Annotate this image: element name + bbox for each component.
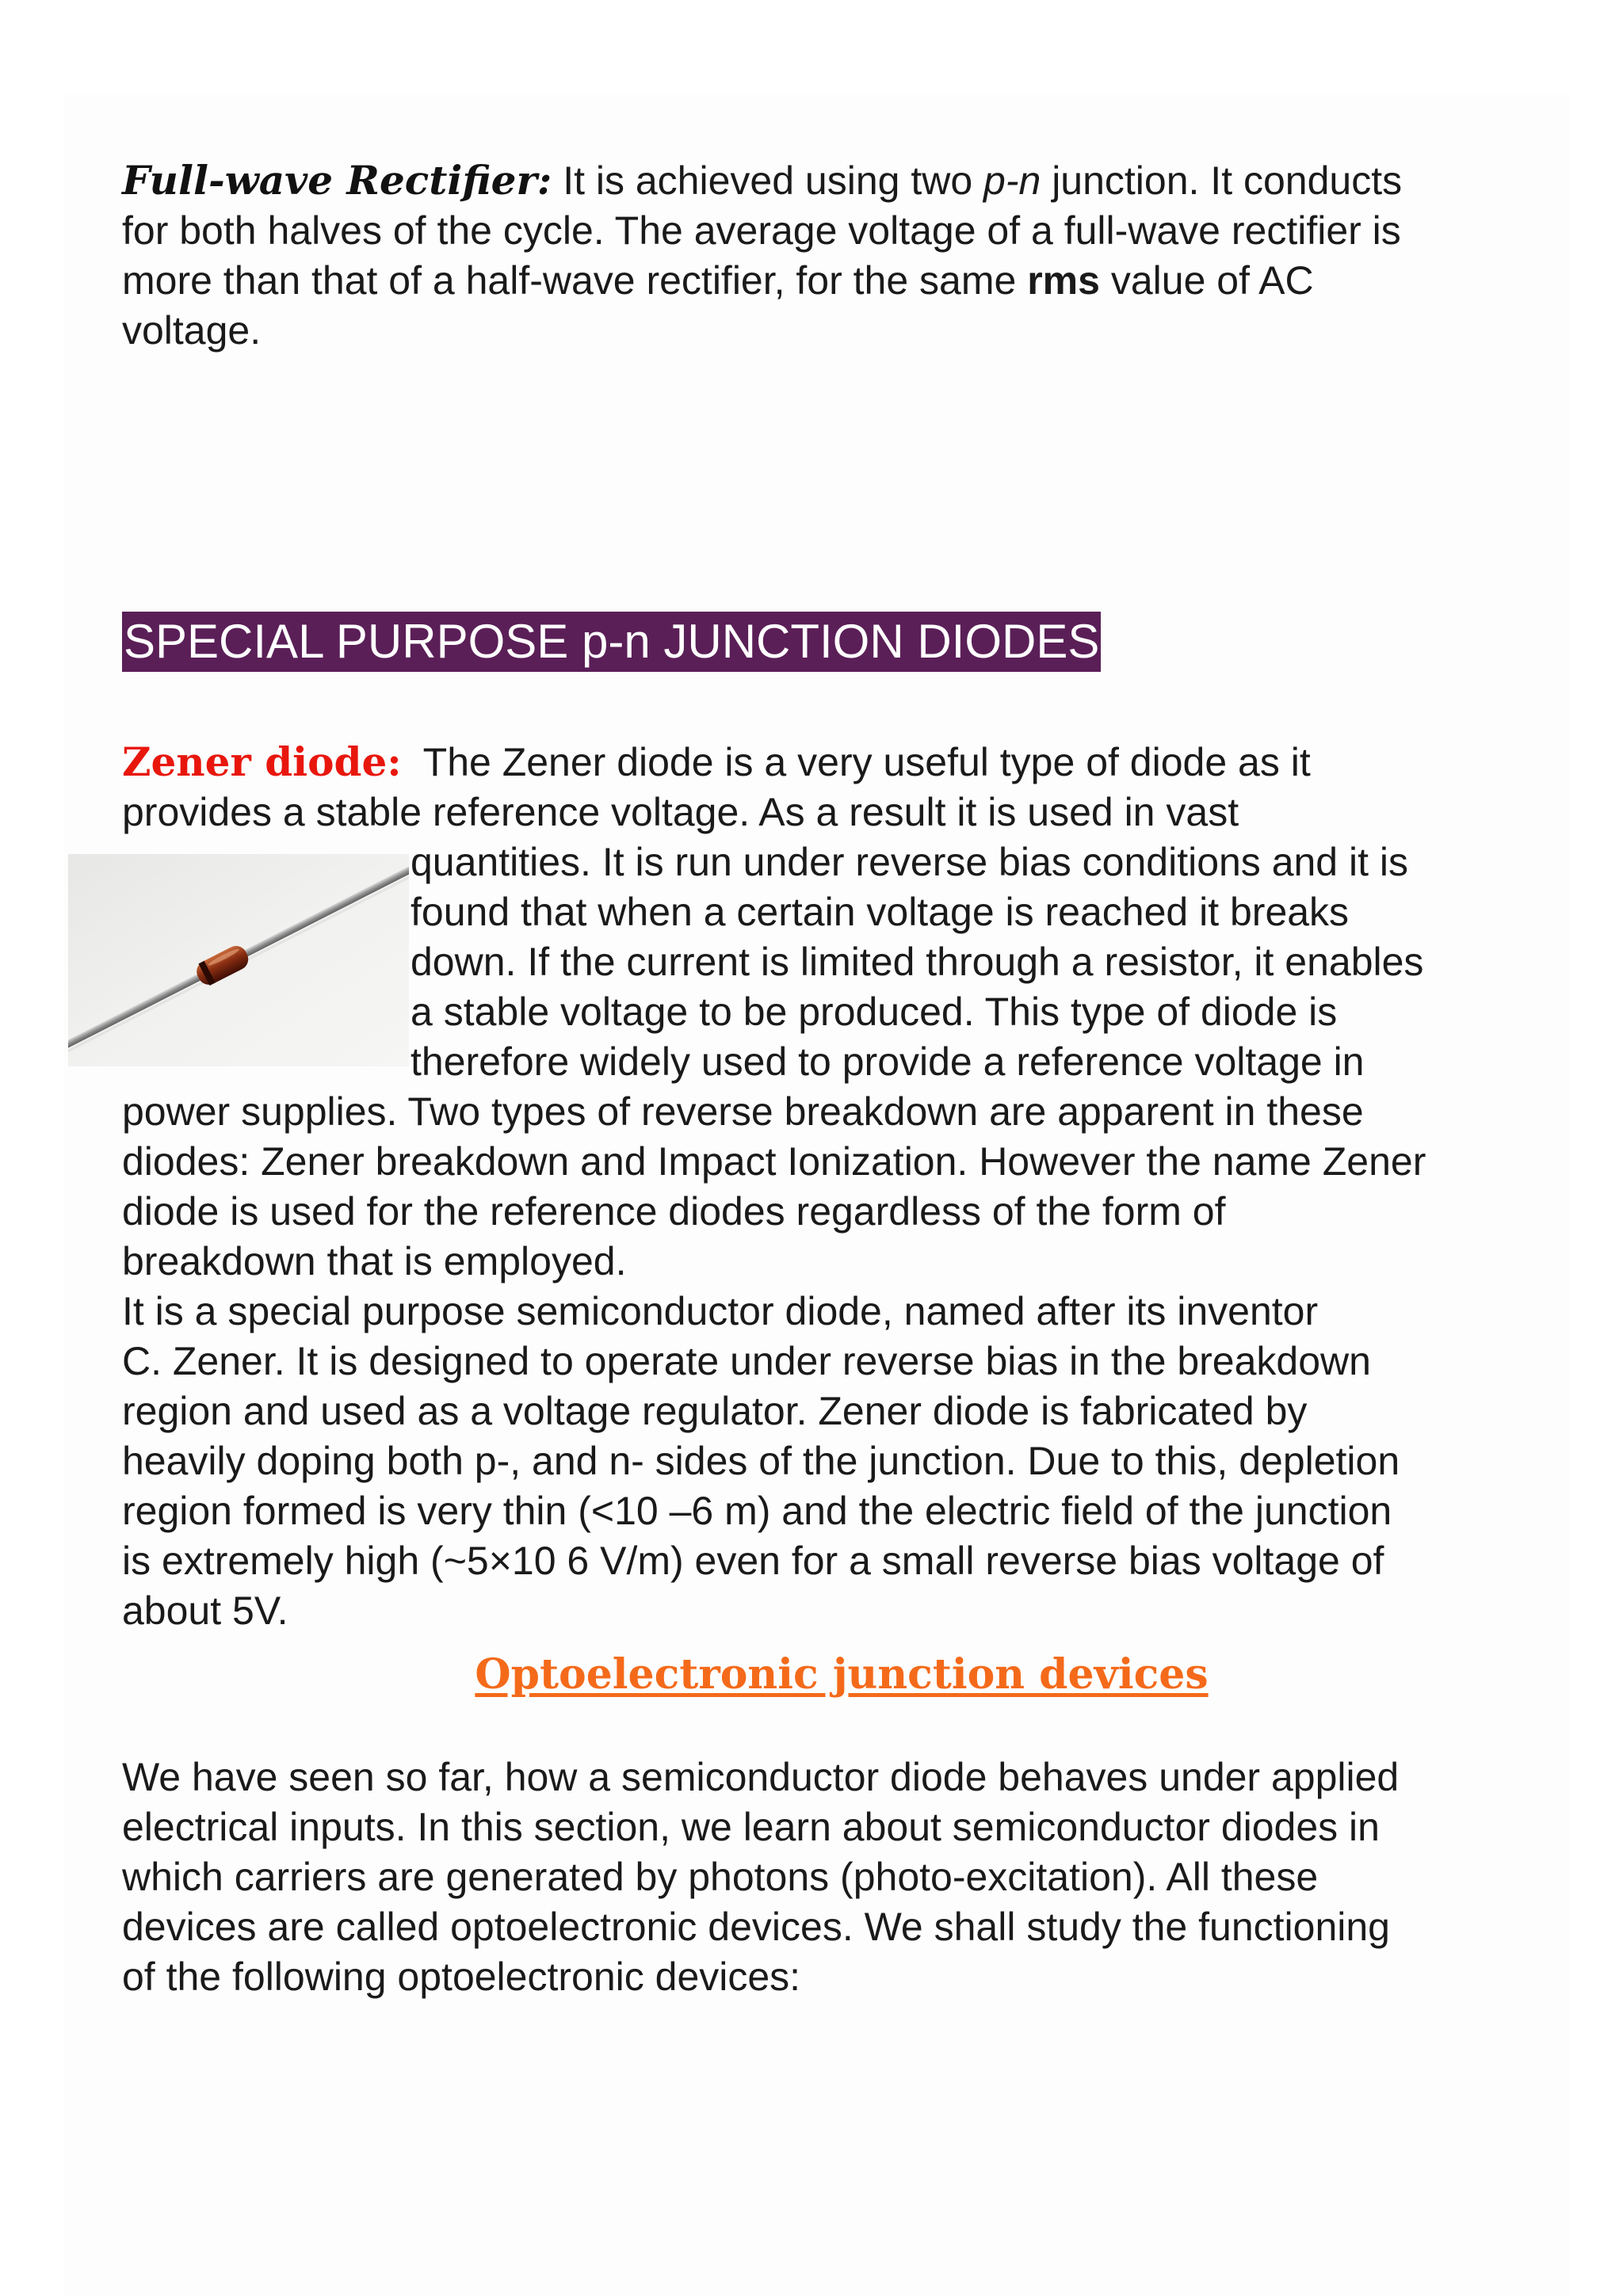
fullwave-text: more than that of a half-wave rectifier, for the same [122,258,1028,303]
zener-line-10: diode is used for the reference diodes regardless of the form of [122,1189,1226,1234]
zener-line-1 [122,737,1564,788]
zener-line-16: region formed is very thin (<10 –6 m) and the electric field of the junction [122,1489,1392,1533]
zener-line-17: is extremely high (~5×10 6 V/m) even for a small reverse bias voltage of [122,1539,1384,1583]
opto-line-3: which carriers are generated by photons (photo-excitation). All these [122,1855,1319,1899]
zener-line-14: region and used as a voltage regulator. Zener diode is fabricated by [122,1389,1308,1433]
rms-bold: rms [1027,258,1100,303]
pn-italic: p-n [983,158,1041,203]
zener-line-5: down. If the current is limited through a resistor, it enables [411,940,1424,984]
fullwave-paragraph [122,155,1564,356]
zener-line-9: diodes: Zener breakdown and Impact Ionization. However the name Zener [122,1139,1426,1184]
zener-line-8: power supplies. Two types of reverse breakdown are apparent in these [122,1089,1364,1134]
fullwave-term: Full-wave Rectifier: [122,157,552,204]
zener-line-11: breakdown that is employed. [122,1239,627,1283]
fullwave-line-3 [122,256,1564,306]
zener-line-18: about 5V. [122,1589,288,1633]
fullwave-line-2: for both halves of the cycle. The average voltage of a full-wave rectifier is [122,208,1401,253]
zener-line-12: It is a special purpose semiconductor diode, named after its inventor [122,1289,1319,1333]
zener-line-2: provides a stable reference voltage. As a result it is used in vast [122,790,1239,834]
zener-paragraph [122,737,1564,1636]
zener-term: Zener diode: [122,738,402,785]
special-purpose-heading: SPECIAL PURPOSE p-n JUNCTION DIODES [122,612,1101,672]
zener-line-6: a stable voltage to be produced. This type of diode is [411,990,1338,1034]
opto-line-1: We have seen so far, how a semiconductor diode behaves under applied [122,1755,1400,1799]
opto-line-4: devices are called optoelectronic devices. We shall study the functioning [122,1905,1390,1949]
zener-line-13: C. Zener. It is designed to operate under reverse bias in the breakdown [122,1339,1371,1383]
fullwave-line-1 [122,155,1564,206]
fullwave-text: value of AC [1099,258,1314,303]
fullwave-line-4: voltage. [122,308,262,353]
fullwave-text: junction. It conducts [1041,158,1403,203]
zener-line-15: heavily doping both p-, and n- sides of the junction. Due to this, depletion [122,1439,1400,1483]
opto-paragraph [122,1753,1564,2002]
zener-line-7: therefore widely used to provide a reference voltage in [411,1039,1365,1084]
zener-line-4: found that when a certain voltage is reached it breaks [411,890,1350,934]
zener-line-3: quantities. It is run under reverse bias conditions and it is [411,840,1409,884]
fullwave-text: It is achieved using two [552,158,984,203]
opto-line-5: of the following optoelectronic devices: [122,1955,801,1999]
optoelectronic-heading: Optoelectronic junction devices [475,1650,1209,1699]
zener-text: The Zener diode is a very useful type of diode as it [401,740,1311,784]
opto-line-2: electrical inputs. In this section, we learn about semiconductor diodes in [122,1805,1380,1849]
